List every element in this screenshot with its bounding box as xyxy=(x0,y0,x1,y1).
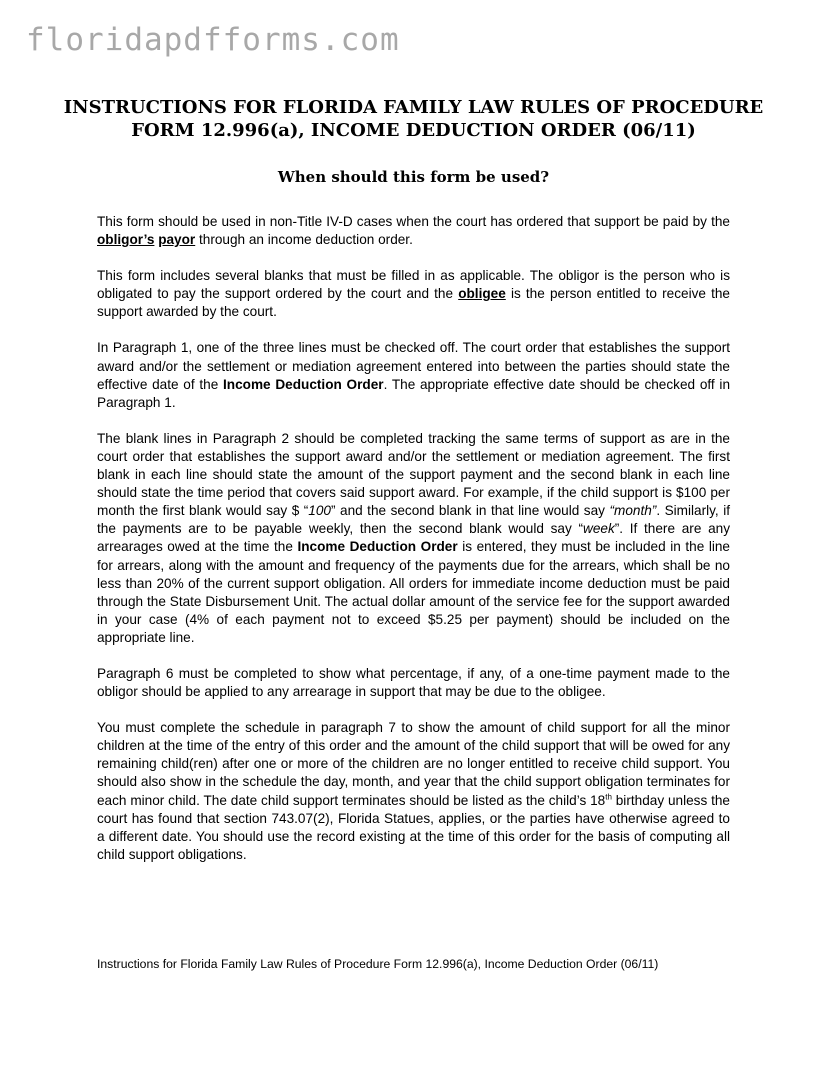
instructions-body xyxy=(97,213,730,882)
section-heading: When should this form be used? xyxy=(277,168,550,186)
paragraph-1-instructions: In Paragraph 1, one of the three lines must be checked off. The court order that establishes the support award and/or the settlement or mediation agreement entered into between the parties should state the effective date of the Income Deduction Order. The appropriate effective date should be checked off in Paragraph 1. xyxy=(97,340,730,410)
document-title: INSTRUCTIONS FOR FLORIDA FAMILY LAW RULES OF PROCEDURE FORM 12.996(a), INCOME DEDUCTION ORDER (06/11) xyxy=(63,97,764,141)
paragraph-usage: This form should be used in non-Title IV-D cases when the court has ordered that support be paid by the obligor’s payor through an income deduction order. xyxy=(97,214,730,248)
term-obligors: obligor’s xyxy=(97,232,155,248)
term-income-deduction-order: Income Deduction Order xyxy=(223,376,384,392)
term-obligee: obligee xyxy=(458,286,506,302)
paragraph-6-instructions: Paragraph 6 must be completed to show what percentage, if any, of a one-time payment made to the obligor should be applied to any arrearage in support that may be due to the obligee. xyxy=(97,665,730,700)
watermark-logo: floridapdfforms.com xyxy=(26,22,400,58)
term-payor: payor xyxy=(158,232,196,248)
page-footer: Instructions for Florida Family Law Rules of Procedure Form 12.996(a), Income Deduction Order (06/11) xyxy=(97,957,659,971)
term-income-deduction-order: Income Deduction Order xyxy=(297,539,458,555)
paragraph-definitions: This form includes several blanks that must be filled in as applicable. The obligor is the person who is obligated to pay the support ordered by the court and the obligee is the person entitled to receive the support awarded by the court. xyxy=(97,268,730,320)
paragraph-2-instructions: The blank lines in Paragraph 2 should be completed tracking the same terms of support as are in the court order that establishes the support award and/or the settlement or mediation agreement. The first blank in each line should state the amount of the support payment and the second blank in each line should state the time period that covers said support award. For example, if the child support is $100 per month the first blank would say $ “100” and the second blank in that line would say “month”. Similarly, if the payments are to be payable weekly, then the second blank would say “week”. If there are any arrearages owed at the time the Income Deduction Order is entered, they must be included in the line for arrears, along with the amount and frequency of the payments due for the arrears, which shall be no less than 20% of the current support obligation. All orders for immediate income deduction must be paid through the State Disbursement Unit. The actual dollar amount of the service fee for the support awarded in your case (4% of each payment not to exceed $5.25 per payment) should be included on the appropriate line. xyxy=(97,430,731,645)
paragraph-7-instructions: You must complete the schedule in paragraph 7 to show the amount of child support for all the minor children at the time of the entry of this order and the amount of the child support that will be owed for any remaining child(ren) after one or more of the children are no longer entitled to receive child support. You should also show in the schedule the day, month, and year that the child support obligation terminates for each minor child. The date child support terminates should be listed as the child’s 18th birthday unless the court has found that section 743.07(2), Florida Statues, applies, or the parties have otherwise agreed to a different date. You should use the record existing at the time of this order for the basis of computing all child support obligations. xyxy=(97,720,730,862)
